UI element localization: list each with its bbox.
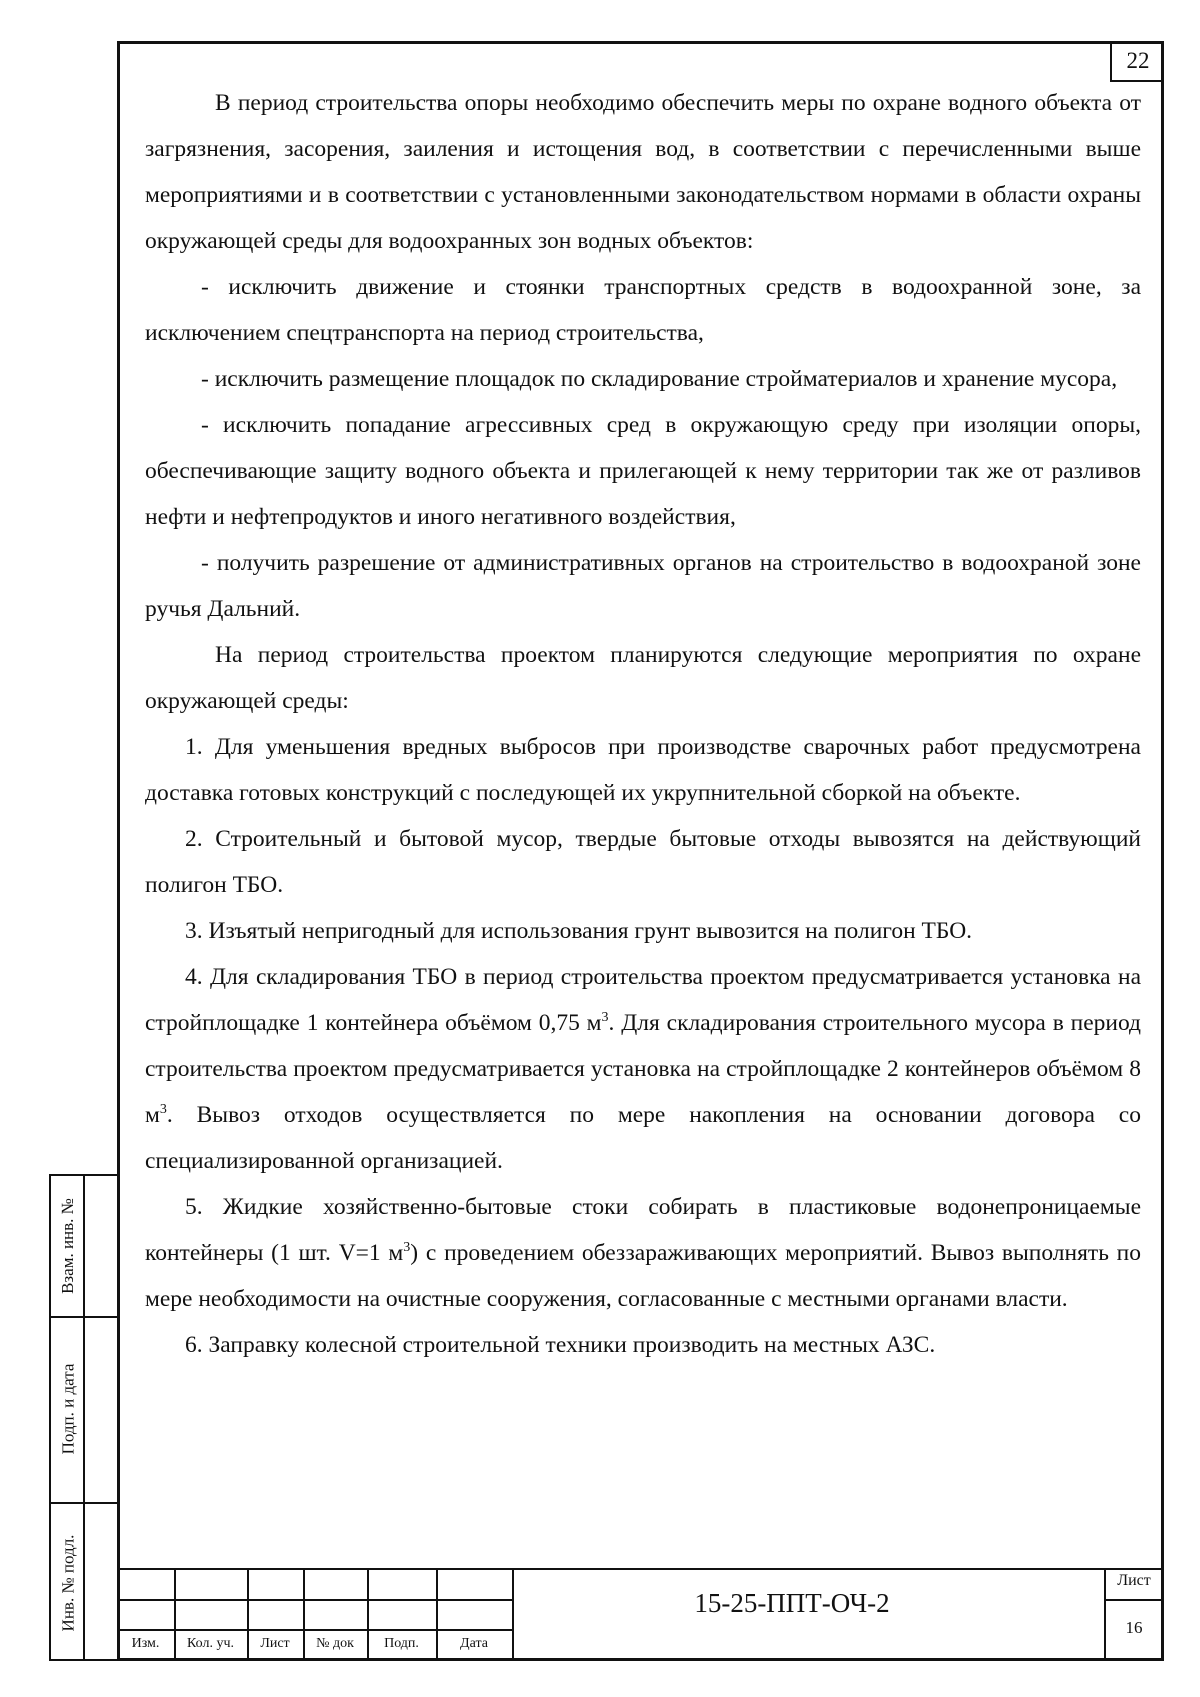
page-number: 22 — [1110, 41, 1164, 82]
bullet-item: - исключить движение и стоянки транспортных средств в водоохранной зоне, за исключением спецтранспорта на период строительства, — [145, 274, 1141, 346]
bullet-item: - получить разрешение от административных органов на строительство в водоохраной зоне ручья Дальний. — [145, 550, 1141, 622]
item-4-text-a: 4. Для складирования ТБО в период строительства проектом предусматривается установка на стройплощадке 1 контейнера объёмом 0,75 м — [145, 964, 1141, 1036]
stamp-col-kol: Кол. уч. — [187, 1636, 234, 1651]
side-label-vzam: Взам. инв. № — [58, 1198, 77, 1294]
numbered-item: 1. Для уменьшения вредных выбросов при производстве сварочных работ предусмотрена доставка готовых конструкций с последующей их укрупнительной сборкой на объекте. — [145, 734, 1141, 806]
stamp-col-doc: № док — [316, 1636, 354, 1651]
item-4-text-b: . Для складирования строительного мусора в период строительства проектом предусматривается установка на стройплощадке 2 контейнеров объёмом 8 м — [145, 1010, 1141, 1128]
superscript: 3 — [159, 1102, 167, 1118]
sheet-label: Лист — [1117, 1572, 1151, 1589]
paragraph-intro: В период строительства опоры необходимо обеспечить меры по охране водного объекта от загрязнения, засорения, заиления и истощения вод, в соответствии с перечисленными выше мероприятиями и в соответствии с установленными законодательством нормами в области охраны окружающей среды для водоохранных зон водных объектов: — [145, 90, 1141, 254]
title-block — [117, 1568, 1164, 1661]
side-label-inv: Инв. № подл. — [58, 1534, 77, 1631]
item-4-text-c: . Вывоз отходов осуществляется по мере накопления на основании договора со специализированной организацией. — [145, 1102, 1141, 1174]
superscript: 3 — [601, 1010, 609, 1026]
numbered-item-5 — [145, 1184, 1141, 1322]
stamp-col-izm: Изм. — [131, 1636, 160, 1651]
numbered-item: 2. Строительный и бытовой мусор, твердые бытовые отходы вывозятся на действующий полигон ТБО. — [145, 826, 1141, 898]
side-stamp — [49, 1174, 117, 1661]
document-code: 15-25-ППТ-ОЧ-2 — [694, 1588, 890, 1618]
numbered-item-4 — [145, 954, 1141, 1184]
paragraph-measures: На период строительства проектом планируются следующие мероприятия по охране окружающей среды: — [145, 642, 1141, 714]
item-5-text-b: ) с проведением обеззараживающих мероприятий. Вывоз выполнять по мере необходимости на очистные сооружения, согласованные с местными органами власти. — [145, 1240, 1141, 1312]
numbered-item: 3. Изъятый непригодный для использования грунт вывозится на полигон ТБО. — [185, 918, 973, 944]
stamp-col-list: Лист — [260, 1636, 290, 1651]
numbered-item: 6. Заправку колесной строительной техники производить на местных АЗС. — [185, 1332, 936, 1358]
document-body — [145, 80, 1141, 1368]
sheet-number: 16 — [1125, 1618, 1143, 1637]
stamp-col-podp: Подп. — [384, 1636, 419, 1651]
item-5-text-a: 5. Жидкие хозяйственно-бытовые стоки собирать в пластиковые водонепроницаемые контейнеры (1 шт. V=1 м — [145, 1194, 1141, 1266]
bullet-item: - исключить попадание агрессивных сред в окружающую среду при изоляции опоры, обеспечивающие защиту водного объекта и прилегающей к нему территории так же от разливов нефти и нефтепродуктов и иного негативного воздействия, — [145, 412, 1141, 530]
bullet-item: - исключить размещение площадок по складирование стройматериалов и хранение мусора, — [201, 366, 1118, 392]
stamp-col-data: Дата — [460, 1636, 488, 1651]
superscript: 3 — [403, 1240, 411, 1256]
side-label-podp: Подп. и дата — [58, 1363, 78, 1455]
